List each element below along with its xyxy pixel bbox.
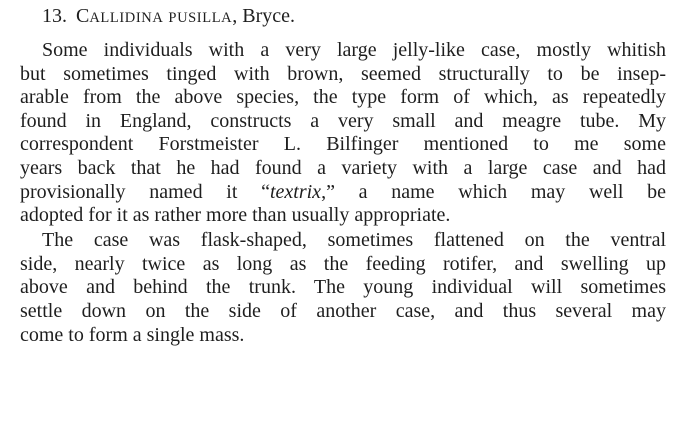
text-line: arable from the above species, the type form of which, as repeatedly — [20, 86, 666, 108]
text-line: but sometimes tinged with brown, seemed structurally to be insep- — [20, 63, 666, 85]
text-line: found in England, constructs a very small and meagre tube. My — [20, 110, 666, 132]
text-line — [20, 180, 666, 204]
text-line: adopted for it as rather more than usually appropriate. — [20, 204, 451, 226]
text-line: come to form a single mass. — [20, 324, 245, 346]
text-line: above and behind the trunk. The young individual will sometimes — [20, 276, 666, 298]
genus-initial: C — [76, 5, 90, 27]
text-segment: ,” a name which may well be — [321, 181, 666, 203]
genus-name: ALLIDINA — [89, 10, 164, 26]
text-line: Some individuals with a very large jelly-like case, mostly whitish — [42, 39, 666, 61]
text-line: side, nearly twice as long as the feeding rotifer, and swelling up — [20, 253, 666, 275]
text-line: settle down on the side of another case, and thus several may — [20, 300, 666, 322]
section-heading — [42, 3, 295, 31]
text-line: correspondent Forstmeister L. Bilfinger mentioned to me some — [20, 133, 666, 155]
section-number: 13. — [42, 5, 67, 27]
text-line: years back that he had found a variety with a large case and had — [20, 157, 666, 179]
variety-name: textrix — [269, 181, 322, 203]
text-line: The case was flask-shaped, sometimes flattened on the ventral — [42, 229, 666, 251]
text-segment: provisionally named it “ — [20, 181, 270, 203]
species-name: PUSILLA — [168, 10, 233, 26]
species-author: , Bryce. — [232, 5, 295, 27]
